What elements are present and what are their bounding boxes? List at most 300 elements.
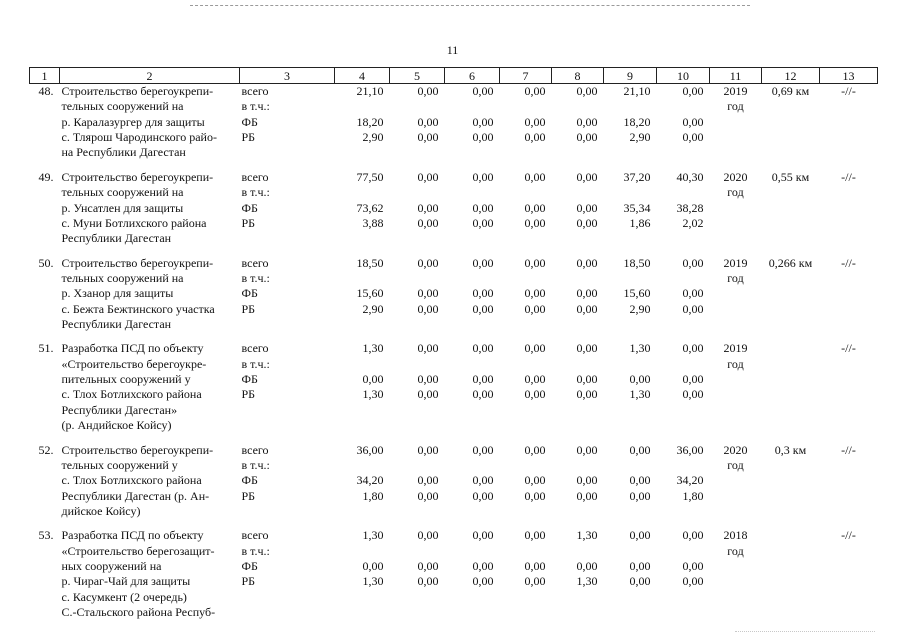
name-lines-line: тельных сооружений на	[61, 99, 184, 114]
value-col-9	[604, 443, 657, 529]
fin-line: ФБ	[241, 200, 258, 215]
2-line: 0,00	[472, 488, 494, 503]
year-line: 2019	[723, 255, 748, 270]
table-row	[30, 170, 878, 256]
1-line: 0,00	[417, 488, 439, 503]
0-line: 1,30	[362, 574, 384, 589]
table-header-row	[30, 68, 878, 84]
2-line: 0,00	[472, 559, 494, 574]
name-lines-line: с. Тлох Ботлихского района	[61, 473, 202, 488]
6-line: 0,00	[682, 387, 704, 402]
table-row	[30, 84, 878, 170]
object-name	[60, 341, 240, 442]
3-line: 0,00	[524, 442, 546, 457]
5-line: 2,90	[629, 301, 651, 316]
completion-year	[710, 443, 762, 529]
3-line: 0,00	[524, 215, 546, 230]
object-name	[60, 170, 240, 256]
fin-line: РБ	[241, 488, 256, 503]
1-line: 0,00	[417, 341, 439, 356]
2-line: 0,00	[472, 286, 494, 301]
4-line	[554, 458, 598, 473]
name-lines-line: с. Касумкент (2 очередь)	[61, 589, 187, 604]
value-col-10	[657, 528, 710, 629]
fin-line: в т.ч.:	[241, 356, 270, 371]
0-line	[337, 185, 384, 200]
4-line: 1,30	[576, 574, 598, 589]
value-col-8	[552, 443, 604, 529]
6-line: 2,02	[682, 215, 704, 230]
name-lines-line: С.-Стальского района Респуб-	[61, 605, 216, 620]
page-number: 11	[446, 43, 459, 57]
value-col-8	[552, 256, 604, 342]
name-lines-line: с. Тлярош Чародинского райо-	[61, 130, 217, 145]
2-line	[447, 185, 494, 200]
6-line: 38,28	[676, 200, 704, 215]
note: -//-	[841, 169, 856, 184]
capacity	[762, 528, 820, 629]
table-row	[30, 443, 878, 529]
5-line: 1,86	[629, 215, 651, 230]
note: -//-	[841, 255, 856, 270]
1-line: 0,00	[417, 559, 439, 574]
column-header-1: 1	[30, 68, 60, 84]
row-number: 53.	[38, 528, 54, 543]
name-lines-line: пительных сооружений у	[61, 372, 191, 387]
1-line	[392, 458, 439, 473]
fin-line: ФБ	[241, 372, 258, 387]
5-line: 1,30	[629, 341, 651, 356]
3-line: 0,00	[524, 387, 546, 402]
1-line: 0,00	[417, 130, 439, 145]
value-col-7	[500, 528, 552, 629]
column-header-3: 3	[240, 68, 335, 84]
column-header-11: 11	[710, 68, 762, 84]
3-line: 0,00	[524, 528, 546, 543]
capacity: 0,3 км	[774, 442, 807, 457]
5-line	[606, 271, 651, 286]
3-line: 0,00	[524, 130, 546, 145]
fin-line: всего	[241, 255, 269, 270]
1-line: 0,00	[417, 200, 439, 215]
1-line: 0,00	[417, 114, 439, 129]
object-name	[60, 528, 240, 629]
4-line: 0,00	[576, 200, 598, 215]
5-line: 18,20	[623, 114, 651, 129]
fin-line: в т.ч.:	[241, 543, 270, 558]
3-line	[502, 458, 546, 473]
1-line: 0,00	[417, 286, 439, 301]
column-header-10: 10	[657, 68, 710, 84]
6-line: 0,00	[682, 255, 704, 270]
6-line: 0,00	[682, 130, 704, 145]
name-lines-line: с. Бежта Бежтинского участка	[61, 301, 215, 316]
0-line: 18,50	[356, 255, 384, 270]
object-name	[60, 443, 240, 529]
2-line: 0,00	[472, 114, 494, 129]
table-row	[30, 256, 878, 342]
name-lines-line: Строительство берегоукрепи-	[61, 169, 214, 184]
value-col-10	[657, 256, 710, 342]
column-header-8: 8	[552, 68, 604, 84]
4-line: 0,00	[576, 473, 598, 488]
fin-line: ФБ	[241, 114, 258, 129]
name-lines-line: Республики Дагестан	[61, 231, 172, 246]
1-line	[392, 271, 439, 286]
3-line	[502, 271, 546, 286]
5-line: 18,50	[623, 255, 651, 270]
1-line: 0,00	[417, 528, 439, 543]
value-col-5	[390, 170, 445, 256]
5-line: 15,60	[623, 286, 651, 301]
value-col-7	[500, 341, 552, 442]
4-line: 0,00	[576, 442, 598, 457]
0-line: 15,60	[356, 286, 384, 301]
capacity: 0,266 км	[768, 255, 813, 270]
1-line	[392, 544, 439, 559]
0-line	[337, 99, 384, 114]
4-line: 0,00	[576, 255, 598, 270]
name-lines-line: р. Хзанор для защиты	[61, 286, 174, 301]
object-name	[60, 84, 240, 170]
year-line: год	[727, 356, 744, 371]
column-header-12: 12	[762, 68, 820, 84]
year-line: 2020	[723, 169, 748, 184]
3-line: 0,00	[524, 473, 546, 488]
1-line: 0,00	[417, 84, 439, 98]
year-line: 2019	[723, 341, 748, 356]
0-line: 36,00	[356, 442, 384, 457]
3-line: 0,00	[524, 301, 546, 316]
6-line: 0,00	[682, 341, 704, 356]
name-lines-line: Республики Дагестан (р. Ан-	[61, 488, 210, 503]
6-line: 0,00	[682, 114, 704, 129]
fin-line: всего	[241, 169, 269, 184]
column-header-6: 6	[445, 68, 500, 84]
6-line: 0,00	[682, 301, 704, 316]
funding-source	[240, 528, 335, 629]
6-line: 36,00	[676, 442, 704, 457]
value-col-6	[445, 341, 500, 442]
fin-line: в т.ч.:	[241, 185, 270, 200]
value-col-4	[335, 170, 390, 256]
1-line: 0,00	[417, 473, 439, 488]
0-line: 0,00	[362, 559, 384, 574]
name-lines-line: тельных сооружений на	[61, 185, 184, 200]
5-line	[606, 458, 651, 473]
value-col-9	[604, 256, 657, 342]
2-line: 0,00	[472, 84, 494, 98]
0-line: 1,80	[362, 488, 384, 503]
4-line: 0,00	[576, 372, 598, 387]
5-line: 21,10	[623, 84, 651, 98]
5-line: 1,30	[629, 387, 651, 402]
name-lines-line: тельных сооружений на	[61, 270, 184, 285]
name-lines-line: Строительство берегоукрепи-	[61, 442, 214, 457]
fin-line: всего	[241, 442, 269, 457]
value-col-5	[390, 443, 445, 529]
6-line	[659, 99, 704, 114]
6-line	[659, 458, 704, 473]
capacity: 0,69 км	[771, 84, 810, 98]
5-line: 0,00	[629, 528, 651, 543]
fin-line: в т.ч.:	[241, 270, 270, 285]
0-line: 77,50	[356, 169, 384, 184]
fin-line: в т.ч.:	[241, 457, 270, 472]
row-number: 48.	[38, 84, 54, 98]
fin-line: РБ	[241, 130, 256, 145]
2-line: 0,00	[472, 372, 494, 387]
value-col-10	[657, 443, 710, 529]
5-line: 0,00	[629, 559, 651, 574]
row-number: 52.	[38, 442, 54, 457]
fin-line: ФБ	[241, 473, 258, 488]
name-lines-line: (р. Андийское Койсу)	[61, 418, 172, 433]
2-line: 0,00	[472, 130, 494, 145]
value-col-9	[604, 170, 657, 256]
6-line	[659, 357, 704, 372]
2-line: 0,00	[472, 473, 494, 488]
0-line: 18,20	[356, 114, 384, 129]
5-line: 0,00	[629, 488, 651, 503]
value-col-7	[500, 443, 552, 529]
5-line	[606, 544, 651, 559]
value-col-9	[604, 341, 657, 442]
1-line: 0,00	[417, 387, 439, 402]
0-line: 2,90	[362, 130, 384, 145]
4-line	[554, 271, 598, 286]
3-line: 0,00	[524, 114, 546, 129]
4-line: 0,00	[576, 169, 598, 184]
fin-line: всего	[241, 528, 269, 543]
column-header-7: 7	[500, 68, 552, 84]
year-line: 2019	[723, 84, 748, 98]
row-number: 51.	[38, 341, 54, 356]
5-line: 37,20	[623, 169, 651, 184]
0-line: 1,30	[362, 387, 384, 402]
name-lines-line: р. Каралазургер для защиты	[61, 114, 205, 129]
6-line: 0,00	[682, 372, 704, 387]
table-row	[30, 341, 878, 442]
fin-line: в т.ч.:	[241, 99, 270, 114]
scan-artifact-dots	[735, 631, 875, 632]
0-line: 1,30	[362, 528, 384, 543]
1-line: 0,00	[417, 215, 439, 230]
name-lines-line: «Строительство берегозащит-	[61, 543, 215, 558]
4-line: 0,00	[576, 130, 598, 145]
completion-year	[710, 528, 762, 629]
3-line	[502, 99, 546, 114]
3-line: 0,00	[524, 372, 546, 387]
3-line: 0,00	[524, 559, 546, 574]
2-line: 0,00	[472, 528, 494, 543]
value-col-10	[657, 170, 710, 256]
2-line: 0,00	[472, 574, 494, 589]
investment-table	[29, 67, 878, 630]
1-line: 0,00	[417, 372, 439, 387]
note: -//-	[841, 528, 856, 543]
name-lines-line: Строительство берегоукрепи-	[61, 255, 214, 270]
1-line	[392, 99, 439, 114]
2-line: 0,00	[472, 169, 494, 184]
5-line	[606, 357, 651, 372]
5-line: 2,90	[629, 130, 651, 145]
4-line: 0,00	[576, 301, 598, 316]
completion-year	[710, 170, 762, 256]
6-line: 0,00	[682, 559, 704, 574]
value-col-6	[445, 84, 500, 170]
5-line: 0,00	[629, 442, 651, 457]
value-col-5	[390, 84, 445, 170]
6-line	[659, 185, 704, 200]
2-line: 0,00	[472, 200, 494, 215]
completion-year	[710, 256, 762, 342]
fin-line: всего	[241, 84, 269, 98]
value-col-7	[500, 170, 552, 256]
4-line: 0,00	[576, 84, 598, 98]
name-lines-line: с. Тлох Ботлихского района	[61, 387, 202, 402]
value-col-5	[390, 341, 445, 442]
3-line: 0,00	[524, 169, 546, 184]
funding-source	[240, 341, 335, 442]
value-col-8	[552, 170, 604, 256]
3-line: 0,00	[524, 341, 546, 356]
value-col-8	[552, 84, 604, 170]
note: -//-	[841, 341, 856, 356]
0-line: 34,20	[356, 473, 384, 488]
5-line: 0,00	[629, 574, 651, 589]
value-col-4	[335, 84, 390, 170]
2-line: 0,00	[472, 341, 494, 356]
0-line: 2,90	[362, 301, 384, 316]
1-line: 0,00	[417, 255, 439, 270]
note: -//-	[841, 84, 856, 98]
4-line	[554, 544, 598, 559]
6-line	[659, 544, 704, 559]
name-lines-line: с. Муни Ботлихского района	[61, 215, 207, 230]
value-col-9	[604, 528, 657, 629]
2-line	[447, 99, 494, 114]
year-line: 2020	[723, 442, 748, 457]
5-line: 35,34	[623, 200, 651, 215]
year-line: 2018	[723, 528, 748, 543]
column-header-4: 4	[335, 68, 390, 84]
name-lines-line: Строительство берегоукрепи-	[61, 84, 214, 98]
name-lines-line: на Республики Дагестан	[61, 145, 186, 160]
value-col-6	[445, 443, 500, 529]
funding-source	[240, 256, 335, 342]
fin-line: РБ	[241, 387, 256, 402]
scan-top-line	[190, 5, 750, 6]
name-lines-line: р. Унсатлен для защиты	[61, 200, 184, 215]
6-line: 40,30	[676, 169, 704, 184]
fin-line: РБ	[241, 574, 256, 589]
value-col-7	[500, 256, 552, 342]
6-line: 0,00	[682, 84, 704, 98]
year-line: год	[727, 270, 744, 285]
1-line: 0,00	[417, 442, 439, 457]
4-line: 0,00	[576, 387, 598, 402]
fin-line: ФБ	[241, 286, 258, 301]
year-line: год	[727, 457, 744, 472]
name-lines-line: Республики Дагестан»	[61, 402, 178, 417]
3-line: 0,00	[524, 574, 546, 589]
name-lines-line: тельных сооружений у	[61, 457, 178, 472]
4-line	[554, 185, 598, 200]
0-line: 1,30	[362, 341, 384, 356]
0-line	[337, 458, 384, 473]
value-col-8	[552, 528, 604, 629]
1-line: 0,00	[417, 301, 439, 316]
2-line: 0,00	[472, 255, 494, 270]
value-col-10	[657, 341, 710, 442]
2-line: 0,00	[472, 301, 494, 316]
name-lines-line: Разработка ПСД по объекту	[61, 528, 204, 543]
4-line: 0,00	[576, 559, 598, 574]
3-line: 0,00	[524, 488, 546, 503]
4-line: 0,00	[576, 341, 598, 356]
3-line: 0,00	[524, 84, 546, 98]
0-line	[337, 544, 384, 559]
capacity: 0,55 км	[771, 169, 810, 184]
2-line	[447, 458, 494, 473]
funding-source	[240, 443, 335, 529]
value-col-4	[335, 341, 390, 442]
value-col-7	[500, 84, 552, 170]
table-row	[30, 528, 878, 629]
0-line: 0,00	[362, 372, 384, 387]
fin-line: РБ	[241, 301, 256, 316]
6-line	[659, 271, 704, 286]
4-line	[554, 99, 598, 114]
name-lines-line: дийское Койсу)	[61, 503, 141, 518]
completion-year	[710, 341, 762, 442]
3-line	[502, 544, 546, 559]
year-line: год	[727, 99, 744, 114]
fin-line: РБ	[241, 215, 256, 230]
fin-line: всего	[241, 341, 269, 356]
2-line	[447, 271, 494, 286]
6-line: 0,00	[682, 574, 704, 589]
name-lines-line: «Строительство берегоукре-	[61, 356, 207, 371]
value-col-6	[445, 256, 500, 342]
value-col-6	[445, 170, 500, 256]
value-col-9	[604, 84, 657, 170]
3-line: 0,00	[524, 200, 546, 215]
name-lines-line: Республики Дагестан	[61, 317, 172, 332]
value-col-4	[335, 528, 390, 629]
0-line	[337, 271, 384, 286]
2-line: 0,00	[472, 442, 494, 457]
5-line	[606, 185, 651, 200]
value-col-5	[390, 528, 445, 629]
funding-source	[240, 170, 335, 256]
5-line: 0,00	[629, 372, 651, 387]
value-col-5	[390, 256, 445, 342]
2-line	[447, 544, 494, 559]
4-line: 0,00	[576, 488, 598, 503]
name-lines-line: р. Чираг-Чай для защиты	[61, 574, 191, 589]
column-header-13: 13	[820, 68, 878, 84]
0-line: 3,88	[362, 215, 384, 230]
column-header-2: 2	[60, 68, 240, 84]
1-line: 0,00	[417, 169, 439, 184]
fin-line: ФБ	[241, 559, 258, 574]
0-line	[337, 357, 384, 372]
column-header-5: 5	[390, 68, 445, 84]
6-line: 0,00	[682, 528, 704, 543]
2-line: 0,00	[472, 387, 494, 402]
